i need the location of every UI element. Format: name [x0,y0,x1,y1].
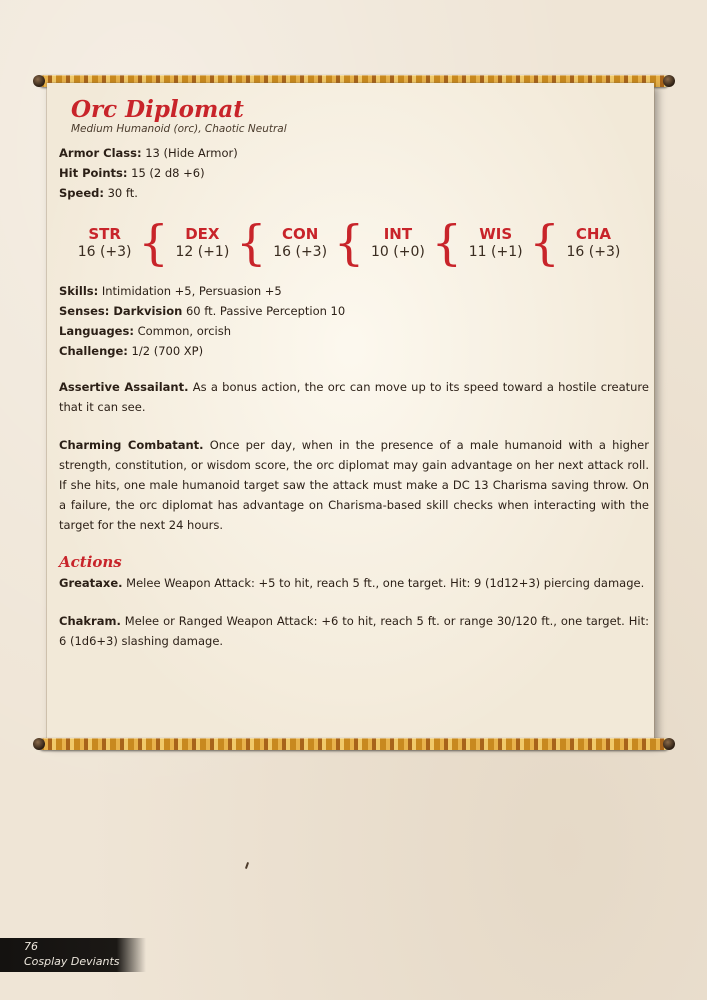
ability-wis [460,225,531,261]
monster-name: Orc Diplomat [71,96,244,123]
brace-divider-icon: { [235,215,267,271]
skills-label: Skills: [59,284,99,298]
armor-class-value: 13 (Hide Armor) [145,146,238,160]
ability-value: 16 (+3) [273,244,328,260]
hit-points-line [59,163,649,183]
ability-name: STR [88,225,121,243]
action-text: Melee or Ranged Weapon Attack: +6 to hit, reach 5 ft. or range 30/120 ft., one target. Hit: 6 (1d6+3) slashing damage. [59,614,649,648]
ability-int [362,225,433,261]
hit-points-value: 15 (2 d8 +6) [131,166,205,180]
challenge-value: 1/2 (700 XP) [131,344,204,358]
senses-value: 60 ft. Passive Perception 10 [185,304,346,318]
rod-end-cap-right [663,738,675,750]
challenge-line [59,341,649,361]
ability-value: 16 (+3) [77,244,132,260]
action-name: Chakram. [59,614,121,628]
armor-class-line [59,143,649,163]
brace-divider-icon: { [529,215,560,271]
senses-line [59,301,649,321]
ability-name: CON [281,225,319,243]
action-name: Greataxe. [59,576,123,590]
brace-divider-icon: { [333,215,365,271]
page-number: 76 [24,940,38,953]
scroll-bottom-rod [38,738,670,750]
ability-name: WIS [479,225,513,243]
speed-line [59,183,649,203]
languages-value: Common, orcish [137,324,232,338]
ability-con [265,225,336,261]
ability-value: 12 (+1) [175,244,230,260]
trait-assertive-assailant [59,377,649,417]
rod-end-cap-left [33,738,45,750]
languages-label: Languages: [59,324,134,338]
trait-text: As a bonus action, the orc can move up to its speed toward a hostile creature that it can see. [59,380,649,414]
ability-name: DEX [185,225,220,243]
page-footer [0,938,146,972]
speed-label: Speed: [59,186,104,200]
publication-name: Cosplay Deviants [24,955,120,968]
ability-value: 16 (+3) [566,244,621,260]
rod-end-cap-right [663,75,675,87]
trait-text: Once per day, when in the presence of a male humanoid with a higher strength, constitution, or wisdom score, the orc diplomat may gain advantage on her next attack roll. If she hits, one male humanoid target saw the attack must make a DC 13 Charisma saving throw. On a failure, the orc diplomat has advantage on Charisma-based skill checks when interacting with the target for the next 24 hours. [59,438,649,532]
trait-charming-combatant [59,435,649,535]
rod-end-cap-left [33,75,45,87]
brace-divider-icon: { [138,215,169,271]
hit-points-label: Hit Points: [59,166,128,180]
trait-name: Assertive Assailant. [59,380,189,394]
stat-block-content [59,97,649,651]
action-text: Melee Weapon Attack: +5 to hit, reach 5 ft., one target. Hit: 9 (1d12+3) piercing damage. [126,576,645,590]
ability-str [69,225,140,261]
ability-value: 10 (+0) [370,244,425,260]
skills-line [59,281,649,301]
action-chakram [59,611,649,651]
monster-type: Medium Humanoid (orc), Chaotic Neutral [71,123,287,135]
actions-heading: Actions [59,553,122,571]
languages-line [59,321,649,341]
ability-cha [558,225,629,261]
ability-scores [69,215,629,271]
skills-value: Intimidation +5, Persuasion +5 [101,284,282,298]
stat-block-scroll [47,83,654,743]
ability-name: CHA [575,225,612,243]
speed-value: 30 ft. [107,186,138,200]
brace-divider-icon: { [431,215,463,271]
trait-name: Charming Combatant. [59,438,204,452]
ability-dex [167,225,238,261]
challenge-label: Challenge: [59,344,128,358]
ability-value: 11 (+1) [468,244,523,260]
armor-class-label: Armor Class: [59,146,142,160]
ability-name: INT [383,225,413,243]
paper-speck [245,862,249,869]
action-greataxe [59,573,649,593]
senses-label: Senses: Darkvision [59,304,183,318]
